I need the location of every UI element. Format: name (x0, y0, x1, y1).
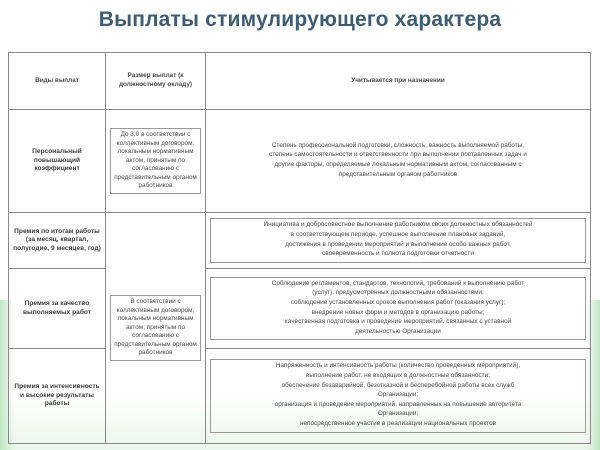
criteria-line: Степень профессиональной подготовки, сложность, важность выполняемой работы, (271, 141, 525, 149)
criteria-line: своевременность и полнота подготовки отчетности (322, 250, 474, 258)
row-payment-amount (106, 110, 206, 213)
header-payment-amount: Размер выплат (к должностному окладу) (106, 53, 206, 110)
row-criteria (206, 349, 591, 444)
criteria-box (210, 277, 586, 341)
criteria-line: соблюдение установленных сроков выполнения работ (оказания услуг); (290, 298, 506, 306)
criteria-line: Организации; (377, 410, 419, 418)
criteria-line: Напряженность и интенсивность работы (количество проведенных мероприятий), (275, 362, 521, 370)
criteria-line: обеспечение безаварийной, безотказной и бесперебойной работы всех служб (281, 381, 515, 389)
criteria-line: Соблюдение регламентов, стандартов, технологий, требований к выполнению работ (271, 279, 525, 287)
criteria-box (210, 359, 586, 432)
criteria-line: степень самостоятельности и ответственности при выполнении поставленных задач и (269, 151, 527, 159)
criteria-line: внедрение новых форм и методов в организацию работы; (311, 308, 485, 316)
criteria-line: Организации; (377, 391, 419, 399)
row-payment-type: Персональный повышающий коэффициент (9, 110, 106, 213)
criteria-line: (услуг), предусмотренных должностными обязанностями; (312, 289, 484, 297)
criteria-line: представительным органом работников (338, 170, 458, 178)
row-criteria (206, 269, 591, 349)
table-row (9, 213, 591, 269)
slide-title: Выплаты стимулирующего характера (98, 8, 502, 31)
row-criteria (206, 110, 591, 213)
criteria-line: Инициатива и добросовестное выполнение работником своих должностных обязанностей (263, 221, 533, 229)
row-payment-type: Премия за интенсивность и высокие результаты работы (9, 349, 106, 444)
criteria-line: организация и проведение мероприятий, направленных на повышение авторитета (274, 400, 522, 408)
criteria-box (210, 218, 586, 262)
row-payment-type: Премия по итогам работы (за месяц, квартал, полугодие, 9 месяцев, год) (9, 213, 106, 269)
table-header-row (9, 53, 591, 110)
criteria-line: качественная подготовка и проведение мероприятий, связанных с уставной (284, 318, 512, 326)
row-payment-type: Премия за качество выполняемых работ (9, 269, 106, 349)
stimulating-payments-table (8, 52, 591, 444)
amount-box: До 3,0 в соответствии с коллективным договором, локальным нормативным актом, принятым по согласованию с представительным органом работников (110, 128, 201, 194)
row-criteria (206, 213, 591, 269)
table-row (9, 349, 591, 444)
amount-box: В соответствии с коллективным договором, локальным нормативным актом, принятым по согласованию с представительным органом работников (110, 295, 201, 361)
criteria-line: достижения в проведении мероприятий и выполнение особо важных работ, (285, 240, 511, 248)
criteria-line: деятельностью Организации (355, 327, 441, 335)
criteria-line: выполнение работ, не входящих в должностные обязанности; (306, 372, 490, 380)
header-criteria: Учитывается при назначении (206, 53, 591, 110)
row-payment-amount-merged (106, 213, 206, 444)
header-payment-type: Виды выплат (9, 53, 106, 110)
table-row (9, 110, 591, 213)
criteria-line: непосредственное участие в реализации национальных проектов (299, 419, 497, 427)
criteria-line: в соответствующем периоде, успешное выполнение плановых заданий, (290, 230, 506, 238)
table-row (9, 269, 591, 349)
criteria-line: другие факторы, определяемые локальным нормативным актом, согласованным с (274, 161, 522, 168)
